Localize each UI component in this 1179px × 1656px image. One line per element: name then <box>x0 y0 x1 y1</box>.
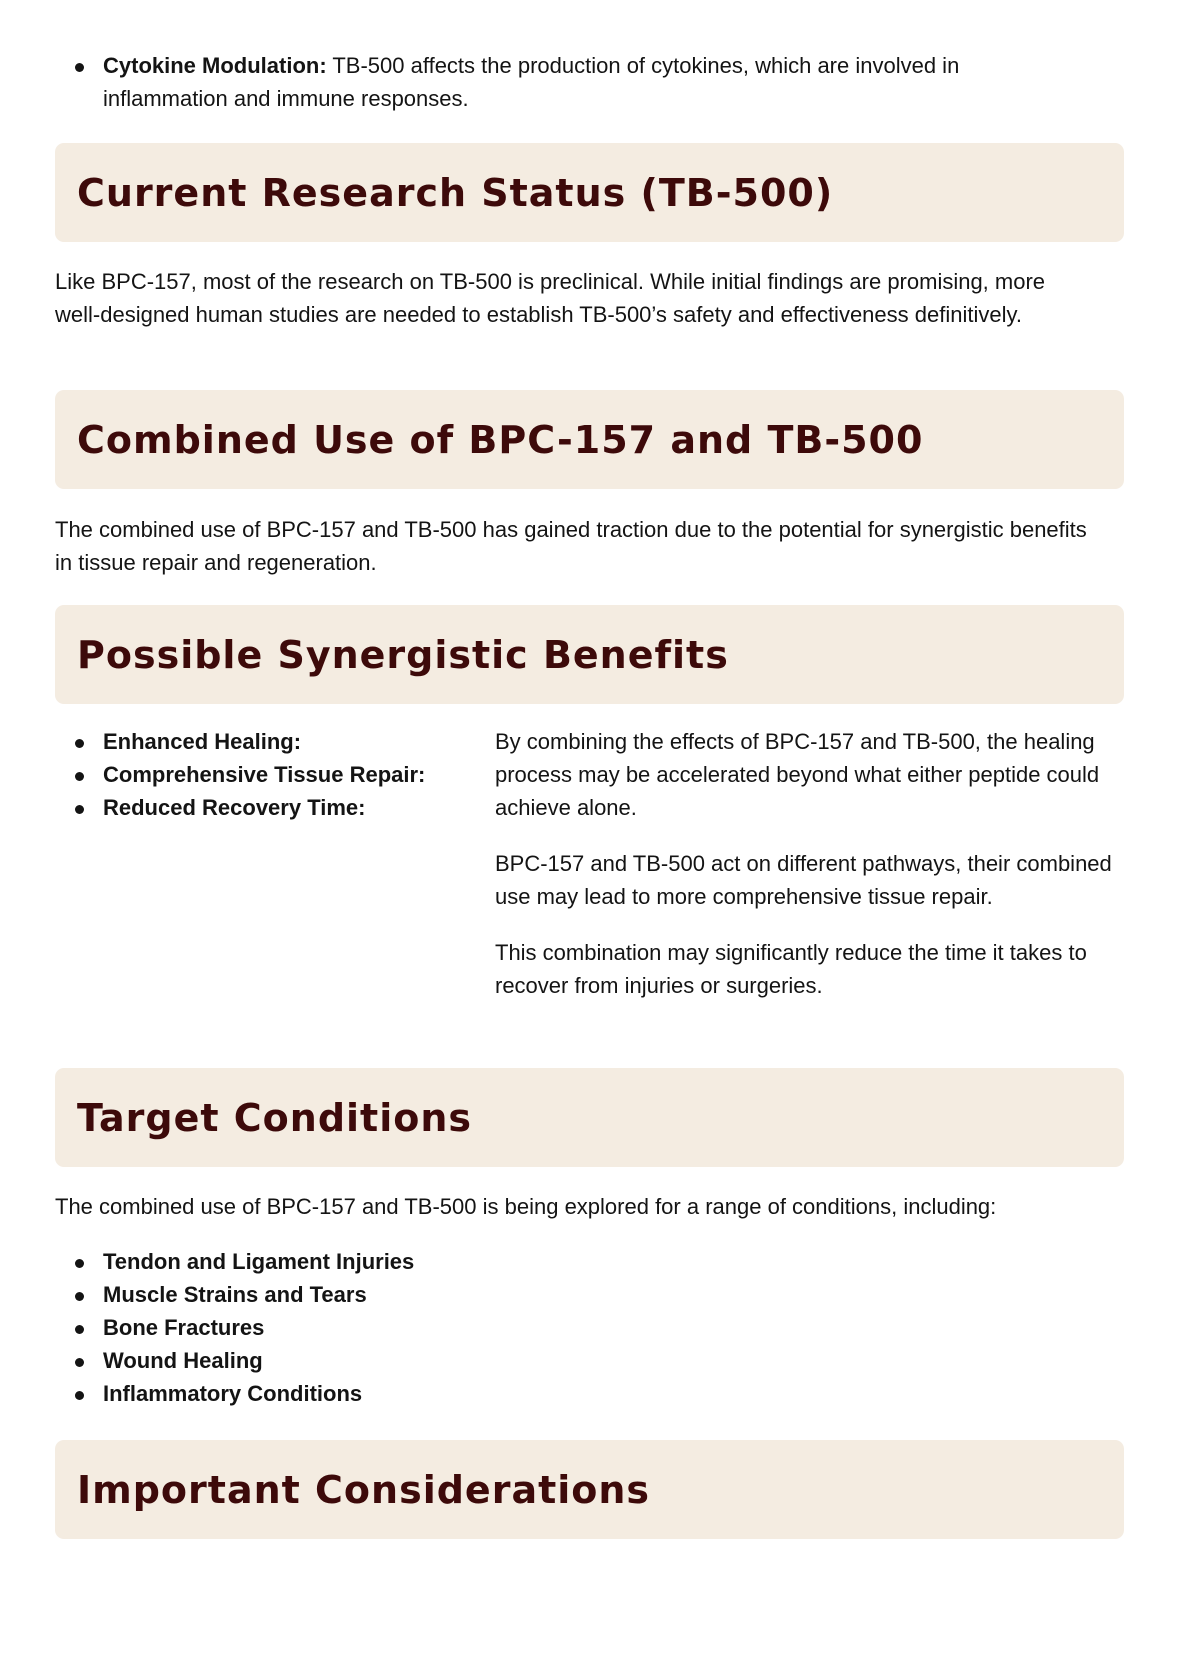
section-header-combined-use <box>55 390 1124 489</box>
benefit-description: BPC-157 and TB-500 act on different pathways, their combined use may lead to more comprehensive tissue repair. <box>495 851 1112 909</box>
section-header-research-status <box>55 143 1124 242</box>
section-title: Current Research Status (TB-500) <box>77 170 834 215</box>
list-item: Inflammatory Conditions <box>55 1377 655 1410</box>
list-item-text: TB-500 affects the production of cytokines, which are involved in inflammation and immune responses. <box>103 53 960 111</box>
section-header-important-considerations <box>55 1440 1124 1539</box>
section-header-target-conditions <box>55 1068 1124 1167</box>
section-title: Combined Use of BPC-157 and TB-500 <box>77 417 924 462</box>
list-item: Wound Healing <box>55 1344 655 1377</box>
benefits-descriptions <box>495 725 1115 1025</box>
list-item: Reduced Recovery Time: <box>55 791 485 824</box>
benefits-bullet-list <box>55 725 485 824</box>
list-item: Tendon and Ligament Injuries <box>55 1245 655 1278</box>
section-header-synergistic-benefits <box>55 605 1124 704</box>
section-title: Important Considerations <box>77 1467 651 1512</box>
target-conditions-paragraph: The combined use of BPC-157 and TB-500 is being explored for a range of conditions, including: <box>55 1194 997 1219</box>
list-item <box>55 49 1055 115</box>
research-status-paragraph: Like BPC-157, most of the research on TB-500 is preclinical. While initial findings are promising, more well-designed human studies are needed to establish TB-500’s safety and effectiveness definitively. <box>55 269 1046 327</box>
combined-use-paragraph: The combined use of BPC-157 and TB-500 has gained traction due to the potential for synergistic benefits in tissue repair and regeneration. <box>55 517 1087 575</box>
benefit-description: This combination may significantly reduce the time it takes to recover from injuries or surgeries. <box>495 940 1087 998</box>
section-title: Possible Synergistic Benefits <box>77 632 729 677</box>
list-item: Comprehensive Tissue Repair: <box>55 758 485 791</box>
benefit-description: By combining the effects of BPC-157 and TB-500, the healing process may be accelerated beyond what either peptide could achieve alone. <box>495 729 1100 820</box>
list-item: Muscle Strains and Tears <box>55 1278 655 1311</box>
conditions-bullet-list <box>55 1245 655 1410</box>
intro-bullet-list <box>55 49 1055 115</box>
list-item-term: Cytokine Modulation: <box>103 53 327 78</box>
list-item: Bone Fractures <box>55 1311 655 1344</box>
section-title: Target Conditions <box>77 1095 473 1140</box>
list-item: Enhanced Healing: <box>55 725 485 758</box>
